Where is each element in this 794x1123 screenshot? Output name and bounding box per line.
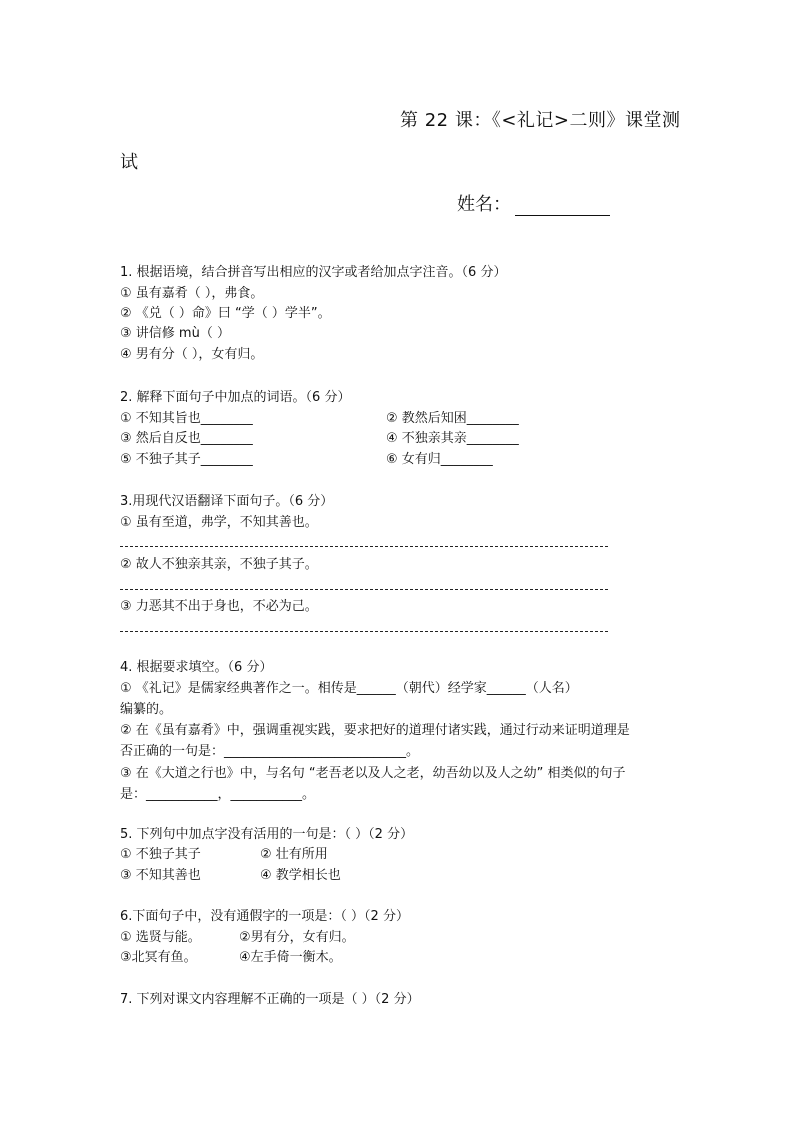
q1-item-4: ④ 男有分（ ），女有归。 — [120, 347, 264, 362]
page-title-continued: 试 — [120, 152, 138, 173]
q4-heading: 4. 根据要求填空。（6 分） — [120, 660, 273, 675]
q3-item-2: ② 故人不独亲其亲，不独子其子。 — [120, 557, 318, 572]
q6-option-1: ① 选贤与能。 — [120, 930, 201, 945]
name-blank — [515, 197, 610, 216]
q4-line-5: ③ 在《大道之行也》中，与名句 “老吾老以及人之老，幼吾幼以及人之幼” 相类似的句子 — [120, 766, 626, 781]
q5-option-1: ① 不独子其子 — [120, 847, 201, 862]
q7-heading: 7. 下列对课文内容理解不正确的一项是（ ）（2 分） — [120, 992, 420, 1007]
q1-item-3: ③ 讲信修 mù（ ） — [120, 326, 230, 341]
q3-item-3: ③ 力恶其不出于身也，不必为己。 — [120, 599, 318, 614]
q6-heading: 6.下面句子中，没有通假字的一项是：（ ）（2 分） — [120, 909, 409, 924]
q2-item-5: ⑤ 不独子其子________ — [120, 452, 253, 467]
q2-item-4: ④ 不独亲其亲________ — [386, 431, 519, 446]
q4-line-3: ② 在《虽有嘉肴》中，强调重视实践，要求把好的道理付诸实践，通过行动来证明道理是 — [120, 723, 630, 738]
q6-option-4: ④左手倚一衡木。 — [239, 950, 342, 965]
q3-answer-line-2 — [120, 589, 608, 590]
q2-item-1: ① 不知其旨也________ — [120, 411, 253, 426]
q5-option-4: ④ 教学相长也 — [260, 868, 341, 883]
q1-heading: 1. 根据语境，结合拼音写出相应的汉字或者给加点字注音。（6 分） — [120, 265, 507, 280]
q4-line-1: ① 《礼记》是儒家经典著作之一。相传是______（朝代）经学家______（人名） — [120, 681, 578, 696]
q5-heading: 5. 下列句中加点字没有活用的一句是：（ ）（2 分） — [120, 827, 414, 842]
q6-option-3: ③北冥有鱼。 — [120, 950, 197, 965]
page-title: 第 22 课：《<礼记>二则》课堂测 — [400, 110, 681, 131]
q3-item-1: ① 虽有至道，弗学，不知其善也。 — [120, 515, 318, 530]
name-field — [457, 190, 610, 216]
q2-item-6: ⑥ 女有归________ — [386, 452, 493, 467]
q2-item-3: ③ 然后自反也________ — [120, 431, 253, 446]
q6-option-2: ②男有分，女有归。 — [239, 930, 355, 945]
q4-line-6: 是：___________，___________。 — [120, 787, 316, 802]
q3-answer-line-3 — [120, 631, 608, 632]
q4-line-2: 编纂的。 — [120, 702, 173, 717]
q3-answer-line-1 — [120, 546, 608, 547]
q1-item-2: ② 《兑（ ）命》曰 “学（ ）学半”。 — [120, 306, 331, 321]
q5-option-2: ② 壮有所用 — [260, 847, 328, 862]
q5-option-3: ③ 不知其善也 — [120, 868, 201, 883]
q2-item-2: ② 教然后知困________ — [386, 411, 519, 426]
name-label: 姓名： — [457, 194, 511, 215]
q4-line-4: 否正确的一句是：____________________________。 — [120, 744, 420, 759]
q3-heading: 3.用现代汉语翻译下面句子。（6 分） — [120, 494, 334, 509]
q2-heading: 2. 解释下面句子中加点的词语。（6 分） — [120, 390, 351, 405]
q1-item-1: ① 虽有嘉肴（ ），弗食。 — [120, 286, 264, 301]
